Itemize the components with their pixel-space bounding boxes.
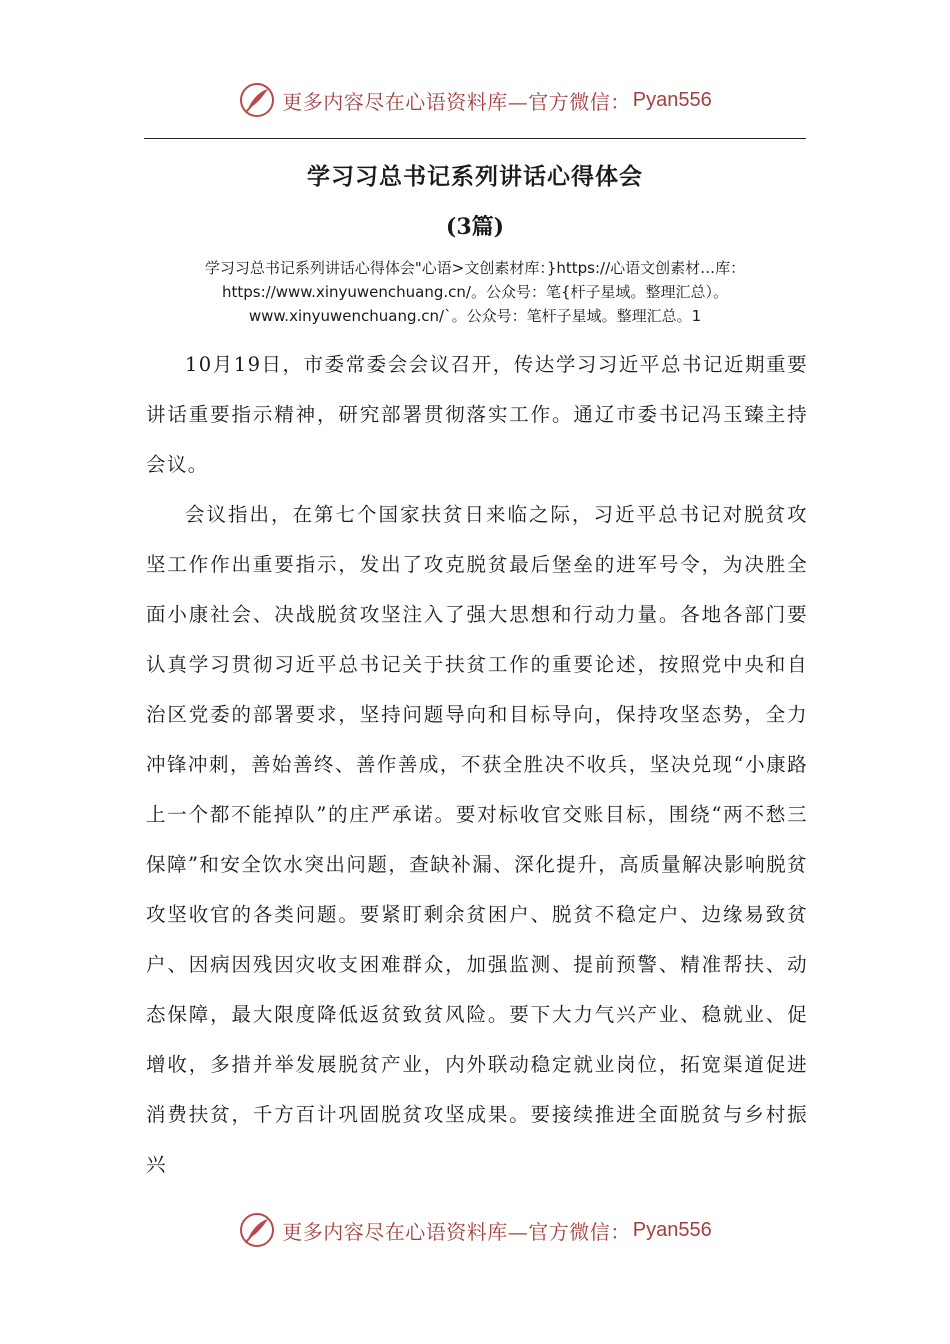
- header-divider: [144, 138, 806, 139]
- paragraph: 10月19日，市委常委会会议召开，传达学习习近平总书记近期重要讲话重要指示精神，研究部署贯彻落实工作。通辽市委书记冯玉臻主持会议。: [146, 353, 808, 476]
- source-line: https://www.xinyuwenchuang.cn/。公众号：笔{杆子星域。整理汇总）。: [221, 283, 728, 301]
- source-note: [130, 256, 820, 328]
- document-body: [146, 340, 808, 1190]
- feather-pen-logo-icon: [238, 1211, 276, 1249]
- document-title: 学习习总书记系列讲话心得体会: [307, 163, 643, 190]
- source-line: 学习习总书记系列讲话心得体会"心语>文创素材库：}https://心语文创素材…库：: [204, 259, 746, 277]
- source-line: www.xinyuwenchuang.cn/`。公众号：笔杆子星域。整理汇总。1: [248, 307, 702, 325]
- document-subtitle: (3篇): [445, 214, 505, 240]
- paragraph: 会议指出，在第七个国家扶贫日来临之际，习近平总书记对脱贫攻坚工作作出重要指示，发出了攻克脱贫最后堡垒的进军号令，为决胜全面小康社会、决战脱贫攻坚注入了强大思想和行动力量。各地各部门要认真学习贯彻习近平总书记关于扶贫工作的重要论述，按照党中央和自治区党委的部署要求，坚持问题导向和目标导向，保持攻坚态势，全力冲锋冲刺，善始善终、善作善成，不获全胜决不收兵，坚决兑现“小康路上一个都不能掉队”的庄严承诺。要对标收官交账目标，围绕“两不愁三保障”和安全饮水突出问题，查缺补漏、深化提升，高质量解决影响脱贫攻坚收官的各类问题。要紧盯剩余贫困户、脱贫不稳定户、边缘易致贫户、因病因残因灾收支困难群众，加强监测、提前预警、精准帮扶、动态保障，最大限度降低返贫致贫风险。要下大力气兴产业、稳就业、促增收，多措并举发展脱贫产业，内外联动稳定就业岗位，拓宽渠道促进消费扶贫，千方百计巩固脱贫攻坚成果。要接续推进全面脱贫与乡村振兴: [146, 503, 808, 1176]
- feather-pen-logo-icon: [238, 81, 276, 119]
- header-banner: [0, 78, 950, 122]
- banner-text: 更多内容尽在心语资料库—官方微信：: [282, 89, 631, 114]
- banner-wechat-id: Pyan556: [632, 88, 712, 111]
- footer-banner: [0, 1208, 950, 1252]
- banner-text: 更多内容尽在心语资料库—官方微信：: [282, 1219, 631, 1244]
- banner-wechat-id: Pyan556: [632, 1218, 712, 1241]
